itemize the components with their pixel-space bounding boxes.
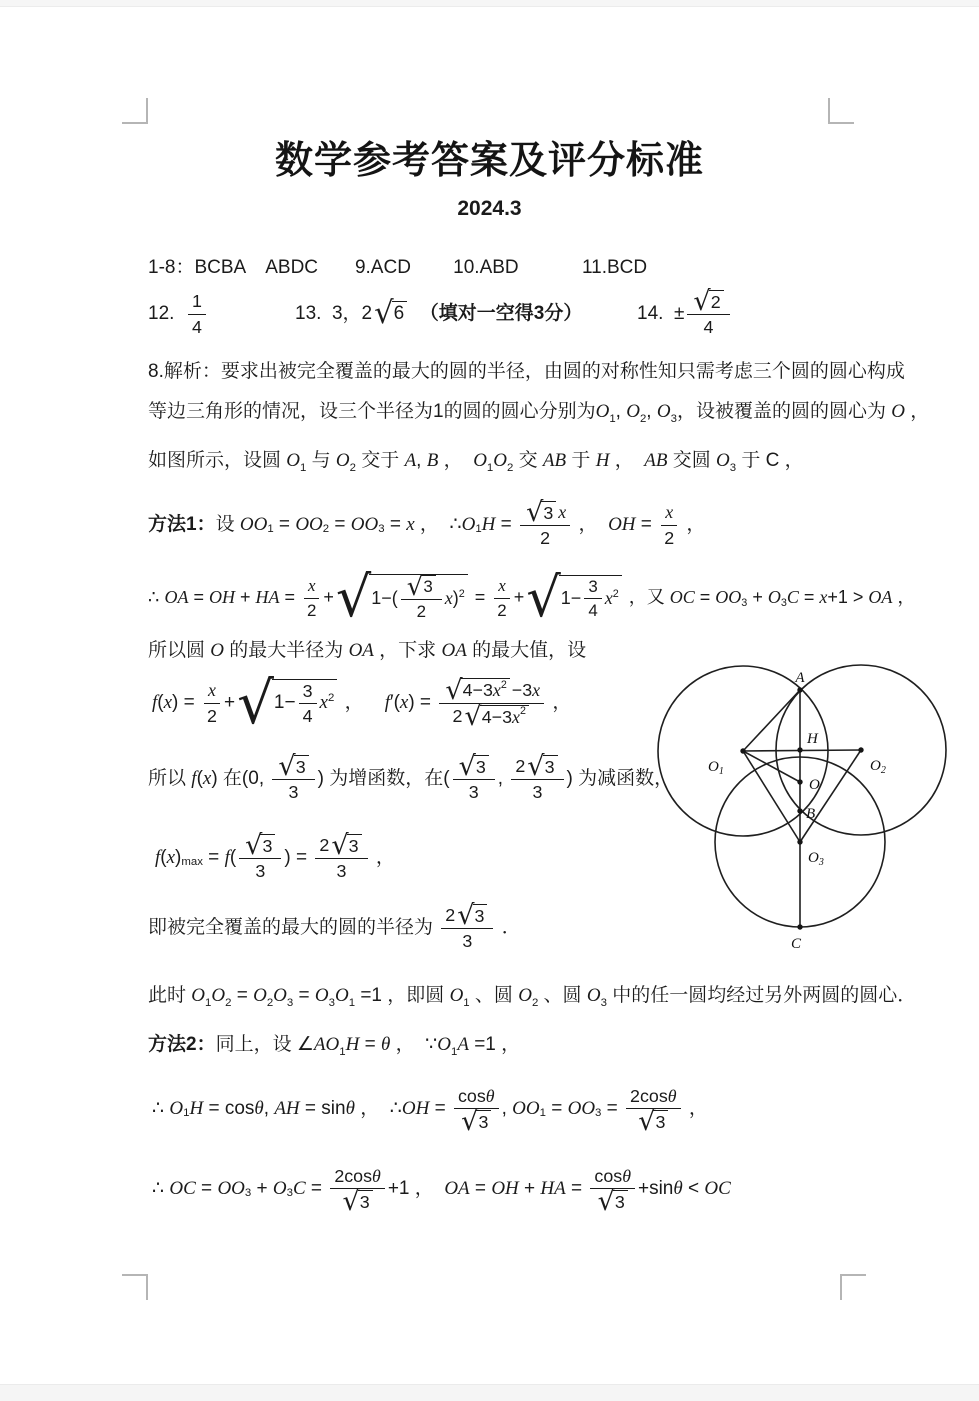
point-o1-dot bbox=[740, 748, 745, 753]
figure-three-circles bbox=[648, 640, 968, 975]
segment-o2-o3 bbox=[800, 750, 861, 842]
crop-mark-top-right bbox=[828, 98, 854, 124]
label-o2: $O_2$ bbox=[870, 758, 886, 776]
method2-line3: ∴ OC = OO 3 + O 3 C = 2cos θ √ 3 +1 ， OA = OH + HA = cos θ √ 3 +sin θ < OC bbox=[152, 1165, 731, 1218]
solution8-intro-line3: 如图所示，设圆 $O_1$ 与 $O_2$ 交于 A, B ， $O_1O_2$ 交 AB 于 H ， AB 交圆 $O_3$ 于 C ， bbox=[148, 450, 804, 474]
crop-mark-top-left bbox=[122, 98, 148, 124]
method1-line8: 此时 $O_1O_2 = O_2O_3 = O_3O_1 =1$ ，即圆 $O_1$ 、圆 $O_2$ 、圆 $O_3$ 中的任一圆均经过另外两圆的圆心． bbox=[148, 985, 917, 1009]
label-o: O bbox=[809, 777, 820, 793]
label-b: B bbox=[806, 806, 816, 822]
point-a-dot bbox=[797, 687, 802, 692]
label-h: H bbox=[807, 731, 818, 747]
label-o1: $O_1$ bbox=[708, 759, 724, 777]
answer-item-12: 12. $\frac{1}{4}$ bbox=[148, 285, 209, 343]
solution8-intro-line1: 8.解析：要求出被完全覆盖的最大的圆的半径，由圆的对称性知只需考虑三个圆的圆心构成 bbox=[148, 361, 905, 382]
exam-date: 2024.3 bbox=[457, 197, 522, 220]
point-h-dot bbox=[797, 747, 802, 752]
answer-item-13: 13. 3，2 √ 6 （填对一空得3分） bbox=[295, 296, 583, 331]
photo-edge-bottom bbox=[0, 1384, 979, 1401]
segment-o1-o bbox=[743, 751, 800, 782]
crop-mark-bottom-left bbox=[122, 1274, 148, 1300]
point-c-dot bbox=[797, 924, 802, 929]
method2-line1: 方法2：同上，设 $\angle AO_1H = \theta$ ， $\because O_1A =1$ ， bbox=[148, 1034, 521, 1058]
segment-o1-o3 bbox=[743, 751, 800, 842]
method1-line2: ∴ OA = OH + HA = $\frac{x}{2}$ + √ 1−( √ 3 2 x ) 2 = $\frac{x}{2}$ + √ 1− $\frac{3}{4}$ x 2 ，又 OC = OO 3 + O 3 C = x +1 > OA ， bbox=[148, 565, 916, 630]
answer-row-1-11: 1-8：BCBA ABDC 9.ACD 10.ABD 11.BCD bbox=[148, 257, 648, 278]
solution8-intro-line2: 等边三角形的情况，设三个半径为1的圆的圆心分别为$O_1$, $O_2$, $O_3$，设被覆盖的圆的圆心为 O ， bbox=[148, 401, 930, 425]
label-o3: $O_3$ bbox=[808, 850, 824, 868]
point-o2-dot bbox=[858, 747, 863, 752]
method1-line4: f ( x ) = $\frac{x}{2}$ + √ 1− $\frac{3}{4}$ x 2 ， f ′( x ) = √ 4−3 x 2 −3 x 2 √ 4−3 x 2 ， bbox=[152, 668, 572, 737]
label-c: C bbox=[790, 936, 802, 952]
label-a: A bbox=[795, 670, 805, 686]
crop-mark-bottom-right bbox=[840, 1274, 866, 1300]
point-b-dot bbox=[797, 808, 802, 813]
method1-line1: 方法1： 设 OO 1 = OO 2 = OO 3 = x ， ∴ O 1 H = √ 3 x 2 ， OH = $\frac{x}{2}$ ， bbox=[148, 497, 706, 548]
method1-line7: 即被完全覆盖的最大的圆的半径为 2 √ 3 3 ． bbox=[148, 900, 521, 951]
method1-line3: 所以圆 O 的最大半径为 OA ，下求 OA 的最大值，设 bbox=[148, 640, 587, 661]
method1-line6: f ( x ) max = f ( √ 3 3 ) = 2 √ 3 3 ， bbox=[155, 830, 395, 881]
point-o-dot bbox=[797, 779, 802, 784]
method1-line5: 所以 f ( x ) 在(0, √ 3 3 ) 为增函数，在( √ 3 3 , 2 √ 3 3 ) 为减函数， bbox=[148, 751, 674, 802]
page-title: 数学参考答案及评分标准 bbox=[274, 140, 704, 182]
photo-edge-top bbox=[0, 0, 979, 7]
method2-line2: ∴ O 1 H = cos θ , AH = sin θ ， ∴ OH = cos θ √ 3 , OO 1 = OO 3 = 2cos θ √ 3 ， bbox=[152, 1085, 708, 1138]
point-o3-dot bbox=[797, 839, 802, 844]
answer-item-14: 14. ± √ 2 4 bbox=[637, 285, 733, 343]
segment-o1-a bbox=[743, 690, 800, 751]
